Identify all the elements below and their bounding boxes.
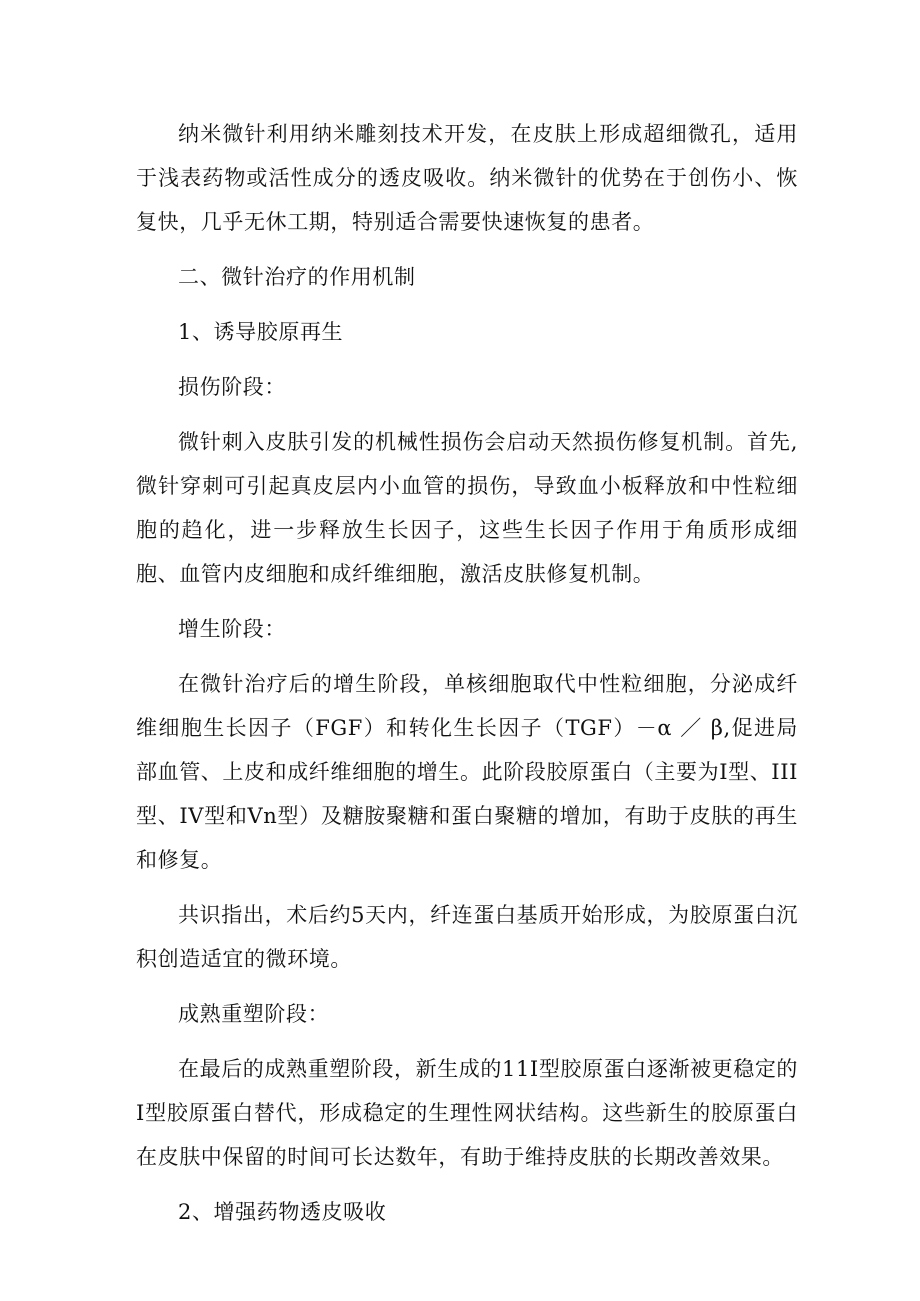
paragraph-consensus: 共识指出，术后约5天内，纤连蛋白基质开始形成，为胶原蛋白沉积创造适宜的微环境。 (136, 903, 798, 971)
paragraph-proliferation-stage: 在微针治疗后的增生阶段，单核细胞取代中性粒细胞，分泌成纤维细胞生长因子（FGF）和转化生长因子（TGF）－α ／ β,促进局部血管、上皮和成纤维细胞的增生。此阶段胶原蛋白（主要为I型、III型、IV型和Vn型）及糖胺聚糖和蛋白聚糖的增加，有助于皮肤的再生和修复。 (136, 672, 798, 872)
stage-heading-injury: 损伤阶段： (178, 375, 286, 399)
subsection-heading-absorption: 2、增强药物透皮吸收 (178, 1200, 387, 1224)
subsection-heading-collagen: 1、诱导胶原再生 (178, 320, 344, 344)
paragraph-remodeling-stage: 在最后的成熟重塑阶段，新生成的11I型胶原蛋白逐渐被更稳定的I型胶原蛋白替代，形成稳定的生理性网状结构。这些新生的胶原蛋白在皮肤中保留的时间可长达数年，有助于维持皮肤的长期改善效果。 (136, 1057, 799, 1169)
section-heading-mechanism: 二、微针治疗的作用机制 (178, 265, 416, 289)
stage-heading-remodeling: 成熟重塑阶段： (178, 1002, 330, 1026)
paragraph-injury-stage: 微针刺入皮肤引发的机械性损伤会启动天然损伤修复机制。首先,微针穿刺可引起真皮层内小血管的损伤，导致血小板释放和中性粒细胞的趋化，进一步释放生长因子，这些生长因子作用于角质形成细胞、血管内皮细胞和成纤维细胞，激活皮肤修复机制。 (136, 430, 798, 586)
paragraph-nano-microneedle: 纳米微针利用纳米雕刻技术开发，在皮肤上形成超细微孔，适用于浅表药物或活性成分的透皮吸收。纳米微针的优势在于创伤小、恢复快，几乎无休工期，特别适合需要快速恢复的患者。 (136, 122, 798, 234)
stage-heading-proliferation: 增生阶段： (178, 617, 286, 641)
document-body (136, 112, 798, 1245)
